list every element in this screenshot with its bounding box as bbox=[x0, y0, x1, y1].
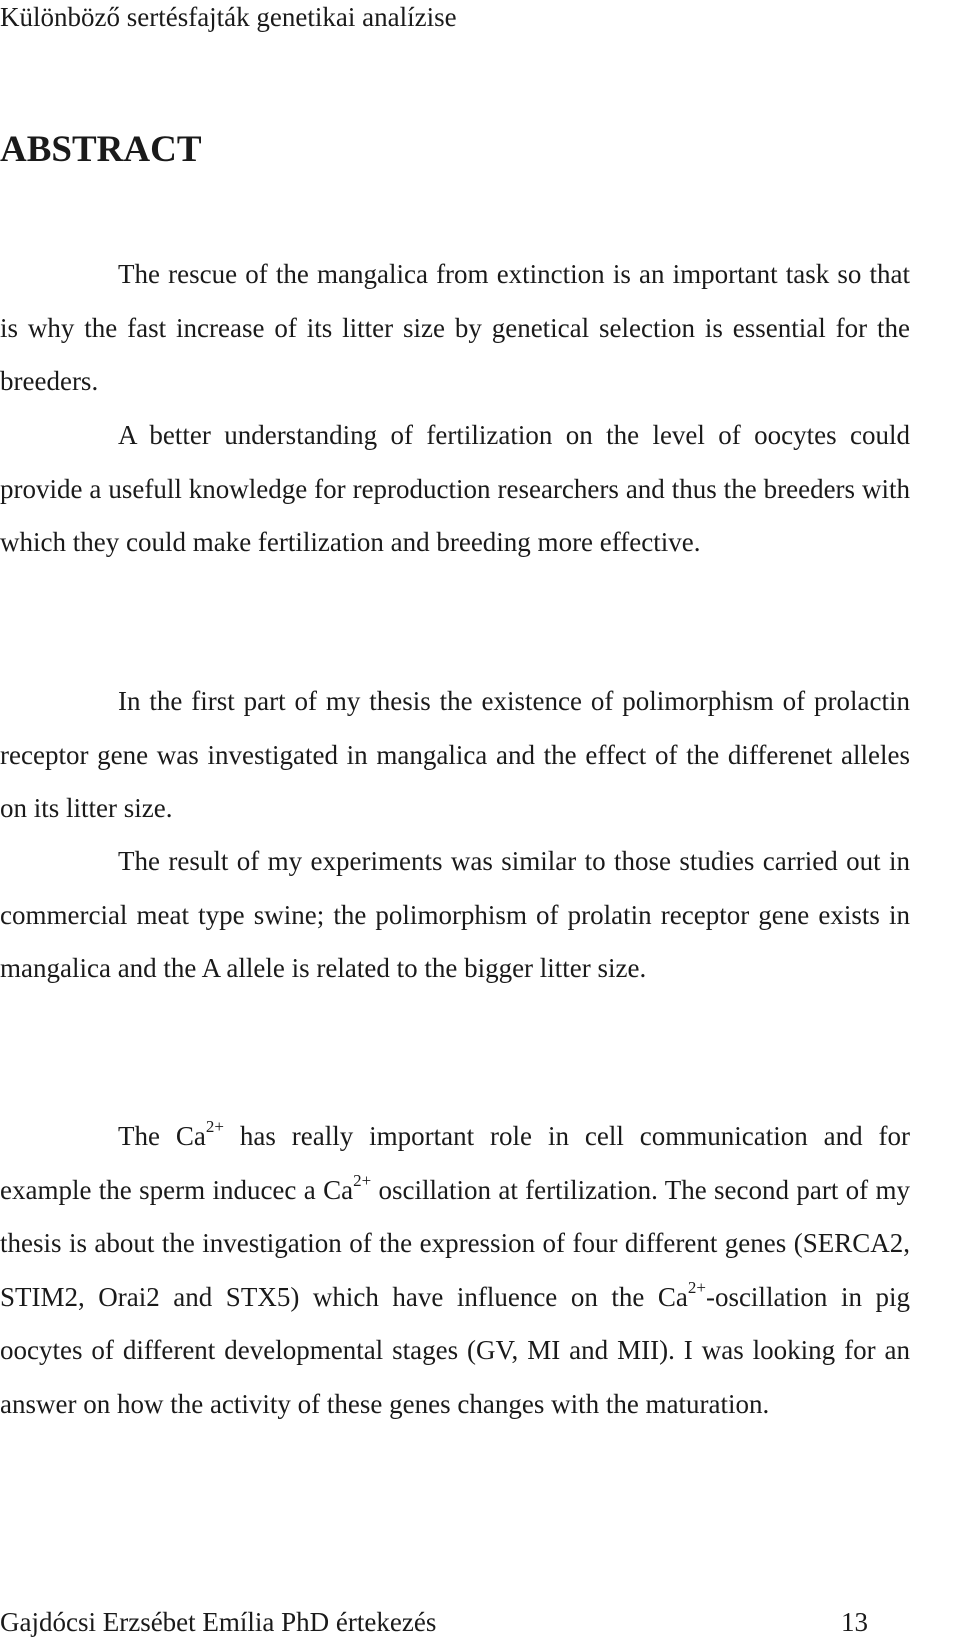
superscript-charge: 2+ bbox=[205, 1117, 224, 1136]
abstract-paragraph-1: The rescue of the mangalica from extinction is an important task so that is why the fast increase of its litter size by genetical selection is essential for the breeders. bbox=[0, 259, 910, 396]
paragraph-text: oscillation at fertilization. The second part of my thesis is about the investigation of the expression of four different genes (SERCA2, STIM2, Orai2 and STX5) which have influence on the Ca bbox=[0, 1174, 911, 1312]
abstract-paragraph-2: A better understanding of fertilization on the level of oocytes could provide a usefull knowledge for reproduction researchers and thus the breeders with which they could make fertilization and breeding more effective. bbox=[0, 420, 910, 557]
superscript-charge: 2+ bbox=[687, 1277, 706, 1297]
paragraph-text: The Ca bbox=[118, 1121, 206, 1151]
running-header: Különböző sertésfajták genetikai analízise bbox=[0, 2, 457, 32]
abstract-paragraph-5 bbox=[0, 1110, 910, 1431]
page-number: 13 bbox=[841, 1607, 868, 1637]
superscript-charge: 2+ bbox=[353, 1170, 372, 1190]
section-heading: ABSTRACT bbox=[0, 129, 202, 170]
footer-author: Gajdócsi Erzsébet Emília PhD értekezés bbox=[0, 1607, 437, 1637]
paragraph-text: -oscillation in pig oocytes of different developmental stages (GV, MI and MII). I was looking for an answer on how the activity of these genes changes with the maturation. bbox=[0, 1281, 910, 1419]
abstract-paragraph-4: The result of my experiments was similar to those studies carried out in commercial meat type swine; the polimorphism of prolatin receptor gene exists in mangalica and the A allele is related to the bigger litter size. bbox=[0, 846, 910, 983]
paragraph-text: has really important role in cell communication and for example the sperm inducec a Ca bbox=[0, 1121, 910, 1205]
abstract-paragraph-3: In the first part of my thesis the existence of polimorphism of prolactin receptor gene was investigated in mangalica and the effect of the differenet alleles on its litter size. bbox=[0, 686, 910, 823]
